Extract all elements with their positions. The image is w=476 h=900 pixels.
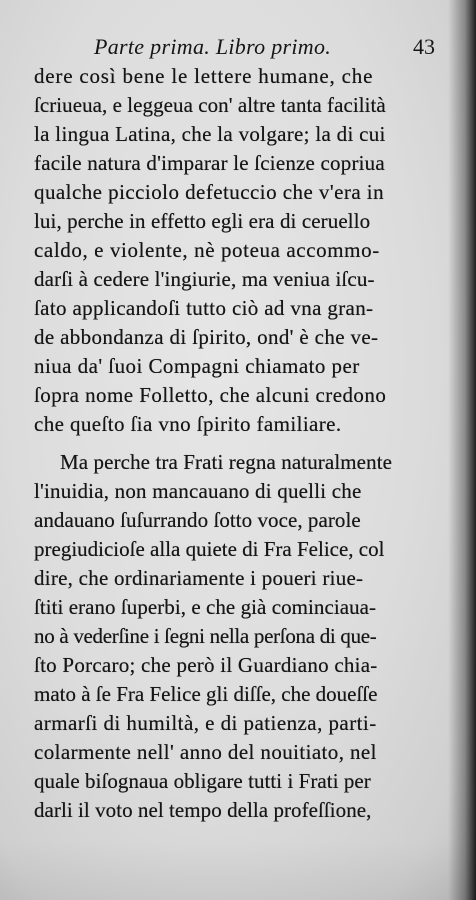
text-line: mato à ſe Fra Felice gli diſſe, che doueſſe bbox=[34, 682, 378, 706]
text-line: lui, perche in effetto egli era di ceruello bbox=[34, 209, 371, 233]
text-line: dere così bene le lettere humane, che bbox=[34, 64, 374, 88]
running-head: Parte prima. Libro primo. bbox=[94, 34, 332, 59]
paper-shade bbox=[0, 840, 476, 900]
text-line: andauano ſuſurrando ſotto voce, parole bbox=[34, 508, 361, 532]
text-line: l'inuidia, non mancauano di quelli che bbox=[34, 479, 362, 503]
text-line: ſopra nome Folletto, che alcuni credono bbox=[34, 383, 387, 407]
text-line: ſto Porcaro; che però il Guardiano chia- bbox=[34, 653, 378, 677]
text-line: la lingua Latina, che la volgare; la di cui bbox=[34, 122, 386, 146]
text-line: niua da' ſuoi Compagni chiamato per bbox=[34, 354, 360, 378]
text-line: ſato applicandoſi tutto ciò ad vna gran- bbox=[34, 296, 374, 320]
text-line: ſtiti erano ſuperbi, e che già cominciaua- bbox=[34, 595, 377, 619]
page-number: 43 bbox=[413, 34, 435, 59]
text-line: Ma perche tra Frati regna naturalmente bbox=[60, 450, 393, 474]
text-line: armarſi di humiltà, e di patienza, parti- bbox=[34, 711, 377, 735]
text-line: no à vederſine i ſegni nella perſona di que- bbox=[34, 624, 377, 648]
text-line: pregiudicioſe alla quiete di Fra Felice, col bbox=[34, 537, 385, 561]
text-line: colarmente nell' anno del nouitiato, nel bbox=[34, 740, 377, 764]
page-edge-shadow bbox=[448, 0, 476, 900]
text-line: quale biſognaua obligare tutti i Frati per bbox=[34, 769, 371, 793]
text-line: che queſto ſia vno ſpirito familiare. bbox=[34, 412, 342, 436]
text-line: ſcriueua, e leggeua con' altre tanta facilità bbox=[34, 93, 386, 117]
text-line: de abbondanza di ſpirito, ond' è che ve- bbox=[34, 325, 379, 349]
text-line: darli il voto nel tempo della profeſſione, bbox=[34, 798, 372, 822]
text-line: caldo, e violente, nè poteua accommo- bbox=[34, 238, 380, 262]
text-line: facile natura d'imparar le ſcienze copriua bbox=[34, 151, 385, 175]
text-line: qualche picciolo defetuccio che v'era in bbox=[34, 180, 385, 204]
text-line: darſi à cedere l'ingiurie, ma veniua iſcu- bbox=[34, 267, 375, 291]
text-line: dire, che ordinariamente i poueri riue- bbox=[34, 566, 364, 590]
